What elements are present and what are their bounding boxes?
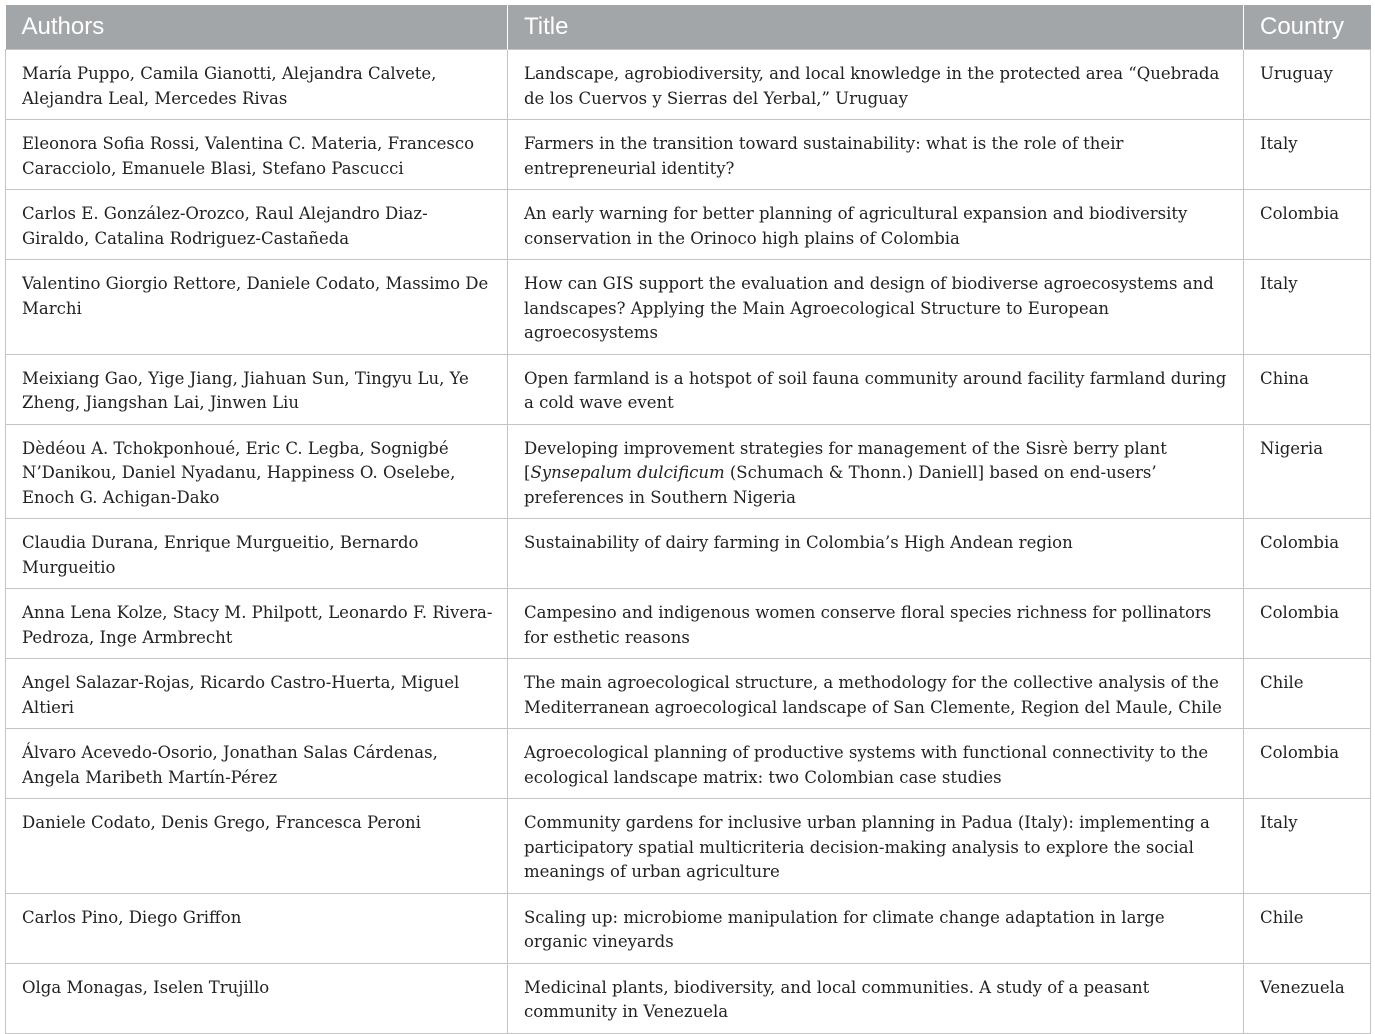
table-header xyxy=(6,5,1371,50)
table-row xyxy=(6,190,1371,260)
cell-country: Chile xyxy=(1244,893,1371,963)
cell-title: Scaling up: microbiome manipulation for climate change adaptation in large organic vineyards xyxy=(508,893,1244,963)
cell-authors: Carlos E. González-Orozco, Raul Alejandro Diaz-Giraldo, Catalina Rodriguez-Castañeda xyxy=(6,190,508,260)
cell-country: Italy xyxy=(1244,120,1371,190)
cell-authors: Álvaro Acevedo-Osorio, Jonathan Salas Cárdenas, Angela Maribeth Martín-Pérez xyxy=(6,729,508,799)
cell-country: Colombia xyxy=(1244,729,1371,799)
cell-country: Colombia xyxy=(1244,519,1371,589)
table-row xyxy=(6,50,1371,120)
header-country: Country xyxy=(1244,5,1371,50)
table-row xyxy=(6,659,1371,729)
cell-country: Italy xyxy=(1244,260,1371,355)
cell-title: How can GIS support the evaluation and design of biodiverse agroecosystems and landscapes? Applying the Main Agroecological Structure to European agroecosystems xyxy=(508,260,1244,355)
cell-title xyxy=(508,424,1244,519)
publications-table-container xyxy=(5,5,1370,1034)
cell-title: Open farmland is a hotspot of soil fauna community around facility farmland during a cold wave event xyxy=(508,354,1244,424)
table-row xyxy=(6,424,1371,519)
cell-authors: Olga Monagas, Iselen Trujillo xyxy=(6,963,508,1033)
cell-authors: Claudia Durana, Enrique Murgueitio, Bernardo Murgueitio xyxy=(6,519,508,589)
cell-title: Farmers in the transition toward sustainability: what is the role of their entrepreneurial identity? xyxy=(508,120,1244,190)
header-authors: Authors xyxy=(6,5,508,50)
cell-country: Chile xyxy=(1244,659,1371,729)
cell-authors: María Puppo, Camila Gianotti, Alejandra Calvete, Alejandra Leal, Mercedes Rivas xyxy=(6,50,508,120)
table-row xyxy=(6,589,1371,659)
cell-title: Landscape, agrobiodiversity, and local knowledge in the protected area “Quebrada de los Cuervos y Sierras del Yerbal,” Uruguay xyxy=(508,50,1244,120)
table-row xyxy=(6,963,1371,1033)
table-row xyxy=(6,893,1371,963)
cell-country: Uruguay xyxy=(1244,50,1371,120)
title-text-start: Developing improvement strategies for management of the Sisrè berry plant [ xyxy=(524,438,1167,482)
table-row xyxy=(6,519,1371,589)
table-body xyxy=(6,50,1371,1034)
cell-title: Agroecological planning of productive systems with functional connectivity to the ecological landscape matrix: two Colombian case studies xyxy=(508,729,1244,799)
table-row xyxy=(6,799,1371,894)
cell-authors: Valentino Giorgio Rettore, Daniele Codato, Massimo De Marchi xyxy=(6,260,508,355)
cell-country: Venezuela xyxy=(1244,963,1371,1033)
cell-country: China xyxy=(1244,354,1371,424)
cell-authors: Dèdéou A. Tchokponhoué, Eric C. Legba, Sognigbé N’Danikou, Daniel Nyadanu, Happiness O. Oselebe, Enoch G. Achigan-Dako xyxy=(6,424,508,519)
table-row xyxy=(6,354,1371,424)
cell-title: An early warning for better planning of agricultural expansion and biodiversity conservation in the Orinoco high plains of Colombia xyxy=(508,190,1244,260)
cell-authors: Anna Lena Kolze, Stacy M. Philpott, Leonardo F. Rivera-Pedroza, Inge Armbrecht xyxy=(6,589,508,659)
table-row xyxy=(6,729,1371,799)
cell-authors: Carlos Pino, Diego Griffon xyxy=(6,893,508,963)
cell-authors: Daniele Codato, Denis Grego, Francesca Peroni xyxy=(6,799,508,894)
cell-title: Medicinal plants, biodiversity, and local communities. A study of a peasant community in Venezuela xyxy=(508,963,1244,1033)
title-text-end: (Schumach & Thonn.) Daniell] based on end-users’ preferences in Southern Nigeria xyxy=(524,463,1157,507)
cell-country: Nigeria xyxy=(1244,424,1371,519)
cell-country: Colombia xyxy=(1244,190,1371,260)
table-row xyxy=(6,120,1371,190)
species-name: Synsepalum dulcificum xyxy=(530,463,725,482)
cell-title: Campesino and indigenous women conserve floral species richness for pollinators for esthetic reasons xyxy=(508,589,1244,659)
cell-authors: Meixiang Gao, Yige Jiang, Jiahuan Sun, Tingyu Lu, Ye Zheng, Jiangshan Lai, Jinwen Liu xyxy=(6,354,508,424)
table-row xyxy=(6,260,1371,355)
cell-title: Community gardens for inclusive urban planning in Padua (Italy): implementing a participatory spatial multicriteria decision-making analysis to explore the social meanings of urban agriculture xyxy=(508,799,1244,894)
publications-table xyxy=(5,5,1371,1034)
cell-authors: Angel Salazar-Rojas, Ricardo Castro-Huerta, Miguel Altieri xyxy=(6,659,508,729)
cell-title: Sustainability of dairy farming in Colombia’s High Andean region xyxy=(508,519,1244,589)
cell-title: The main agroecological structure, a methodology for the collective analysis of the Mediterranean agroecological landscape of San Clemente, Region del Maule, Chile xyxy=(508,659,1244,729)
header-row xyxy=(6,5,1371,50)
cell-country: Colombia xyxy=(1244,589,1371,659)
cell-authors: Eleonora Sofia Rossi, Valentina C. Materia, Francesco Caracciolo, Emanuele Blasi, Stefano Pascucci xyxy=(6,120,508,190)
header-title: Title xyxy=(508,5,1244,50)
cell-country: Italy xyxy=(1244,799,1371,894)
